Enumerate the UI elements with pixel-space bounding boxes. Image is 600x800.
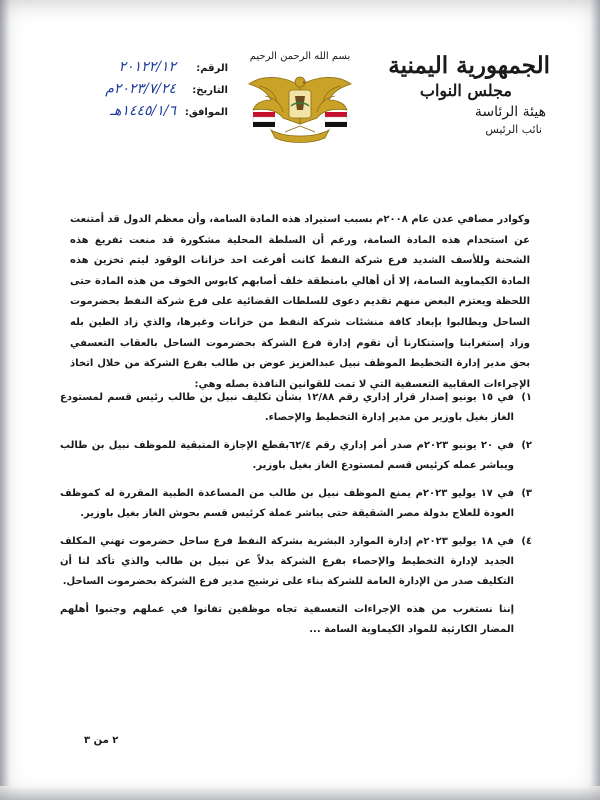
page-number: ٢ من ٣	[84, 735, 119, 746]
list-item-number: ٢)	[521, 440, 532, 451]
reference-number-row	[58, 56, 228, 78]
list-item-text: في ١٥ يونيو إصدار قرار إداري رقم ١٢/٨٨ بشأن تكليف نبيل بن طالب رئيس قسم لمستودع الغاز بغيل باوزير من مدير إدارة التخطيط والإحصاء.	[60, 392, 514, 423]
yemen-eagle-emblem-icon	[245, 66, 355, 148]
date-row	[58, 78, 228, 100]
date-label: التاريخ:	[192, 85, 228, 96]
list-item-text: في ١٧ يوليو ٢٠٢٣م يمنع الموظف نبيل بن طالب من المساعدة الطبية المقررة له كموظف العودة للعلاج بدولة مصر الشقيقة حتى يباشر عملة كرئيس قسم بحوش الغاز بغيل باوزير.	[60, 488, 514, 519]
basmala: بسم الله الرحمن الرحيم	[249, 51, 351, 62]
letter-body	[70, 210, 530, 395]
list-item	[60, 436, 532, 476]
page-edge-right	[590, 0, 600, 800]
list-item-number: ١)	[521, 392, 532, 403]
hijri-date-label: الموافق:	[184, 107, 228, 118]
list-item	[60, 532, 532, 592]
measures-list	[60, 388, 532, 640]
reference-number-label: الرقم:	[196, 63, 228, 74]
date-value: ٢٠٢٣/٧/٢٤م	[105, 81, 176, 97]
list-item	[60, 484, 532, 524]
presidency-title: هيئة الرئاسة	[474, 104, 546, 120]
reference-number-value: ٢٠١٢٢/١٢	[118, 59, 176, 75]
hijri-date-value: ١٤٤٥/١/٦هـ	[109, 103, 176, 119]
page-edge-left	[0, 0, 10, 800]
country-name: الجمهورية اليمنية	[388, 52, 550, 79]
council-name: مجلس النواب	[419, 81, 512, 100]
hijri-date-row	[58, 100, 228, 122]
body-paragraph: وكوادر مصافي عدن عام ٢٠٠٨م بسبب استيراد هذه المادة السامة، وأن معظم الدول قد أمتنعت عن استخدام هذه المادة السامة، ورغم أن السلطة المحلية مشكورة قد منعت تفريغ هذه الشحنة وللأسف الشديد فرع شركة النفط كانت أفرغت احد خزانات الوقود ليتم تخزين هذه المادة الكيماوية السامة، إلا أن أهالي بامنطقة خلف أصابهم كابوس الخوف من هذه المادة حتى اللحظة ويعتزم البعض منهم تقديم دعوى للسلطات القضائية على فرع شركة النفط بحضرموت الساحل ويطالبوا بإبعاد كافة منشئات شركة النفط من خزانات وغيرها، والذي زاد الطين بله وزاد إستغرابنا وإستنكارنا أن تقوم إدارة فرع الشركة بحضرموت الساحل بالعقاب التعسفي بحق مدير إدارة التخطيط الموظف نبيل عبدالعزيز عوض بن طالب بفرع الشركة من خلال اتخاذ الإجراءات العقابية التعسفية التي لا تمت للقوانين النافذة بصله وهي:	[70, 214, 530, 390]
letterhead-emblem	[244, 50, 356, 150]
list-item-text: في ١٨ يوليو ٢٠٢٣م إدارة الموارد البشرية بشركة النفط فرع ساحل حضرموت تهني المكلف الجديد لإدارة التخطيط والإحصاء بفرع الشركة بدلاً عن نبيل بن طالب والذي تأكد لنا أن التكليف صدر من الإدارة العامة للشركة بناء على ترشيح مدير فرع الشركة بحضرموت الساحل.	[60, 536, 515, 587]
list-item	[60, 388, 532, 428]
reference-block	[58, 56, 228, 122]
list-item-text: في ٢٠ يونيو ٢٠٢٣م صدر أمر إداري رقم ٦٢/٤بقطع الإجازة المتبقية للموظف نبيل بن طالب ويباشر عمله كرئيس قسم لمستودع الغاز بغيل باوزير.	[60, 440, 515, 471]
list-item-number: ٤)	[521, 536, 532, 547]
page-edge-bottom	[0, 786, 600, 800]
closing-statement: إننا نستغرب من هذه الإجراءات التعسفية تجاه موظفين تفانوا في عملهم وجنبوا أهلهم المضار الكارثية للمواد الكيماوية السامة ...	[60, 604, 514, 635]
vice-president-title: نائب الرئيس	[485, 123, 542, 136]
list-item-number: ٣)	[521, 488, 532, 499]
letterhead-right	[380, 52, 550, 138]
